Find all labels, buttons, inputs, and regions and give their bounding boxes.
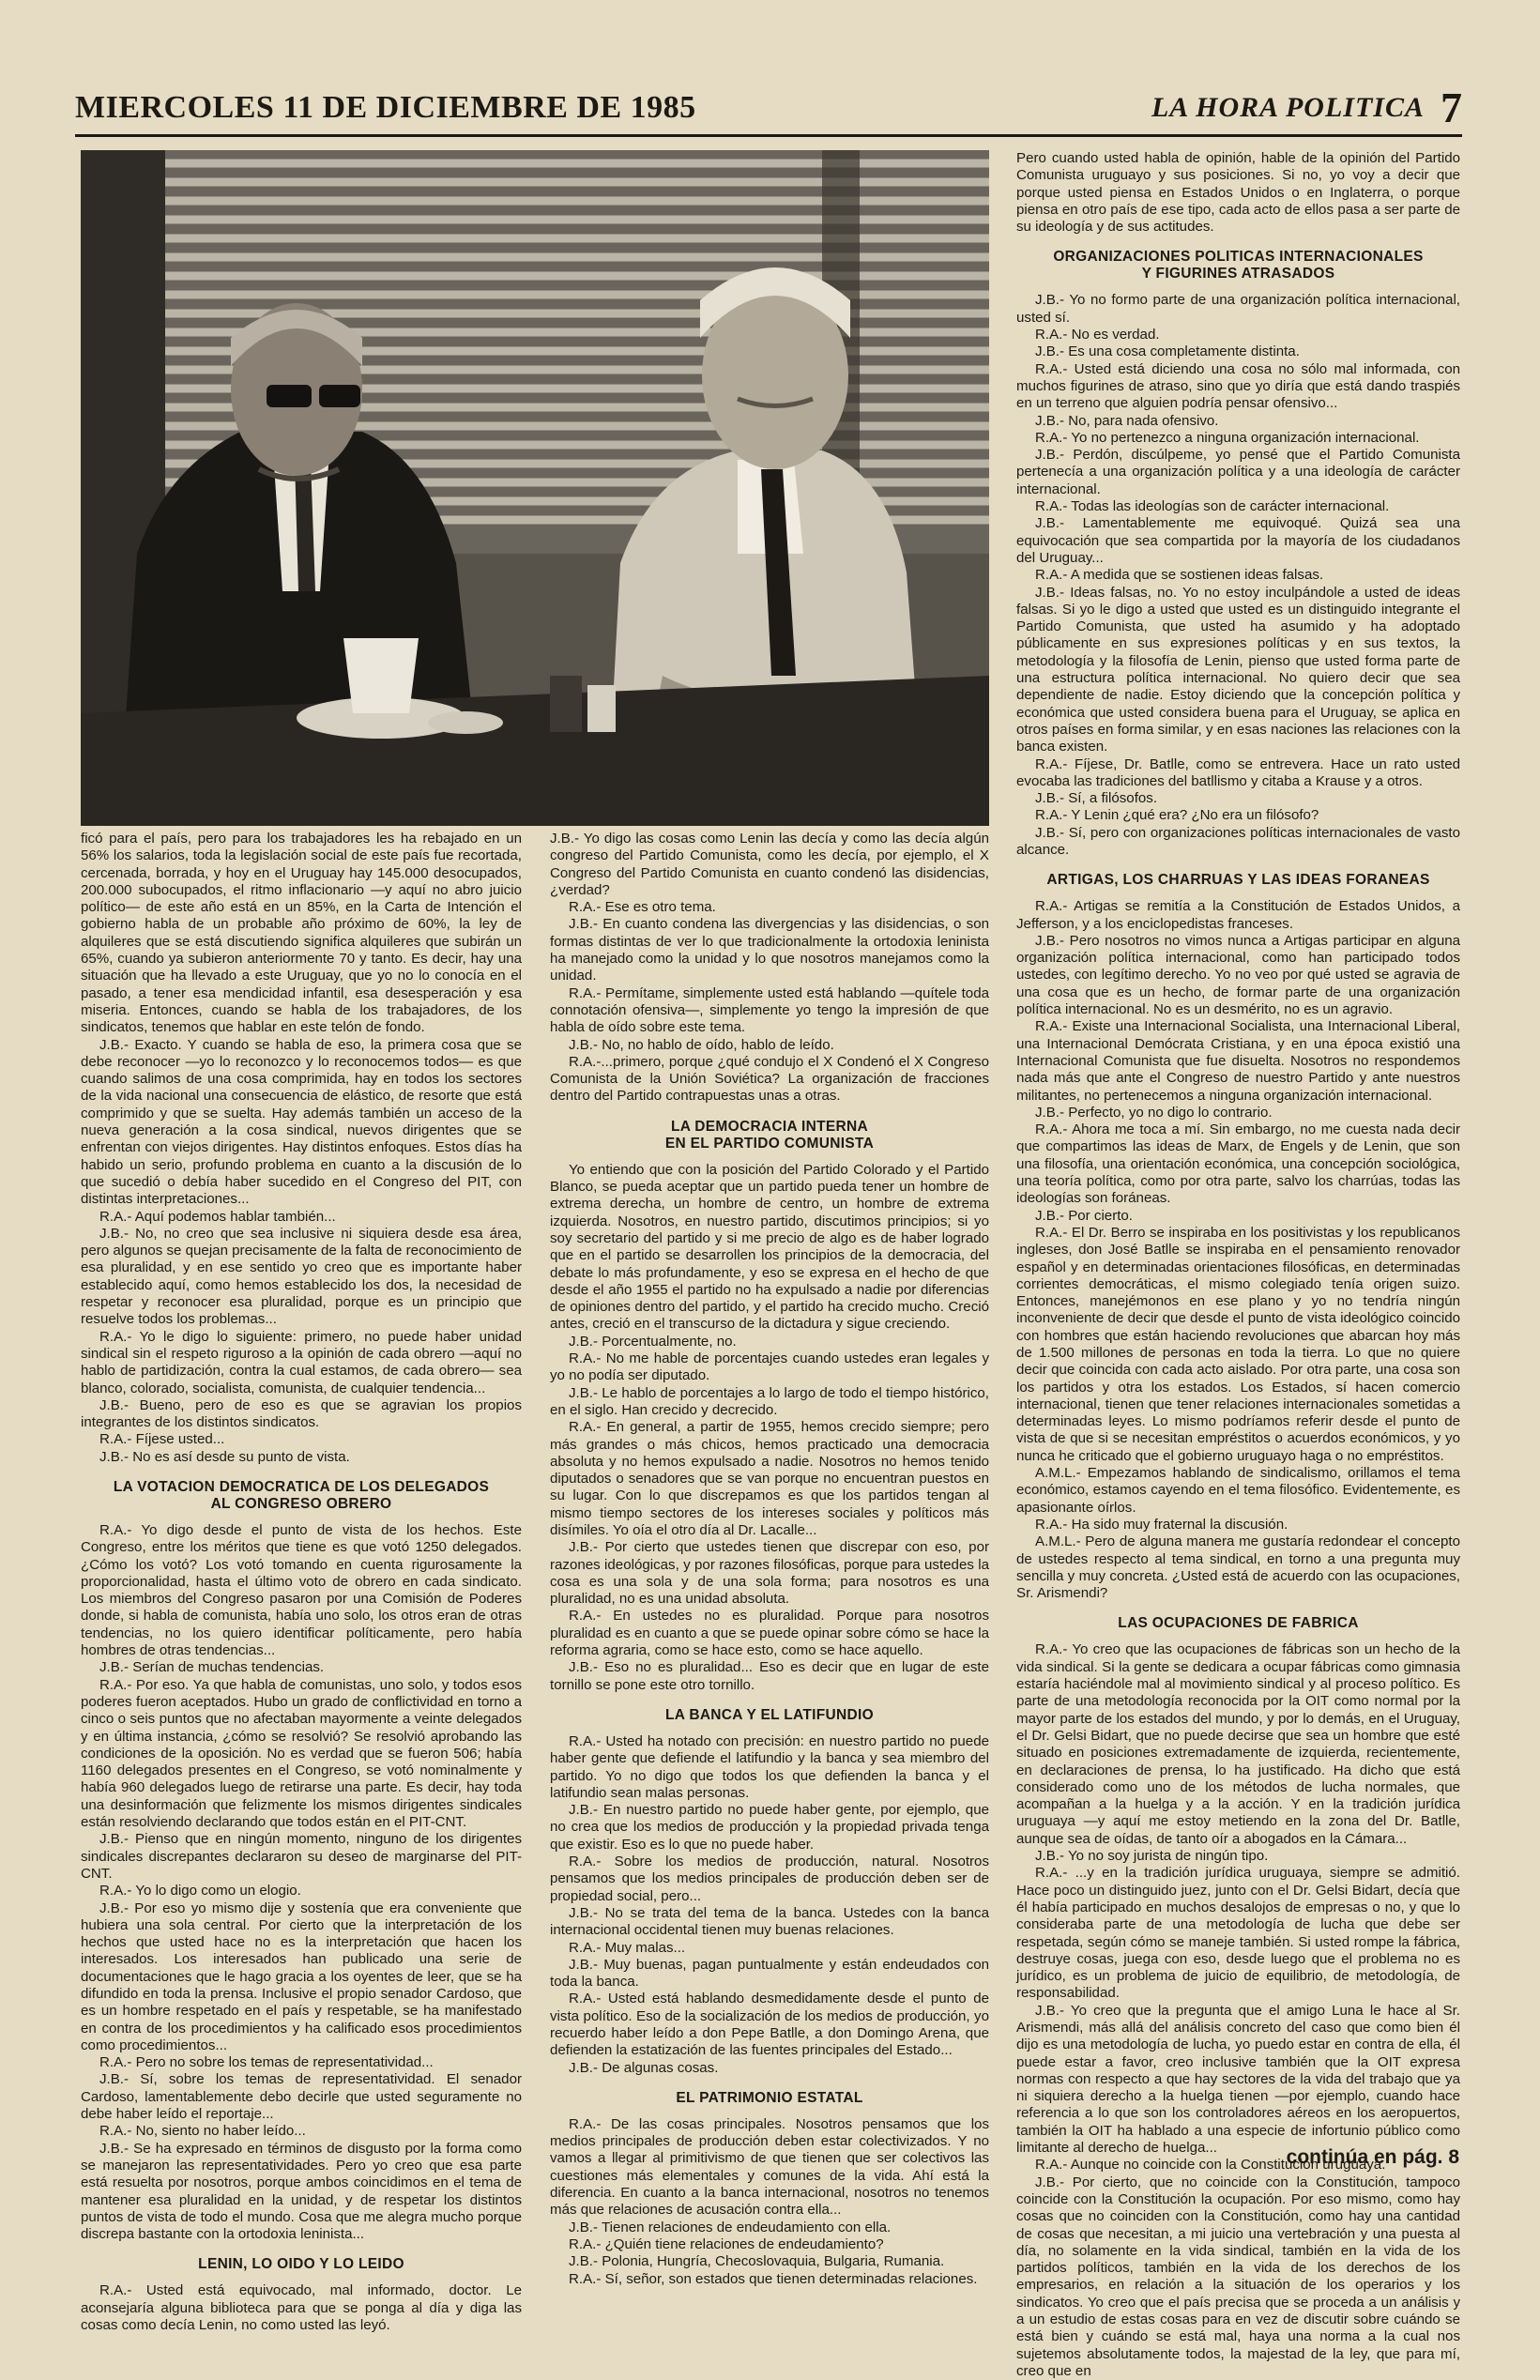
column-1 <box>81 831 522 2334</box>
paragraph: R.A.- Existe una Internacional Socialista, una Internacional Liberal, una Internacional Demócrata Cristiana, y en una época existió una Internacional Comunista que fue disuelta. Nosotros no respondemos nada más que ante el Congreso de nuestro Partido y ante nuestros militantes, no pertenecemos a ninguna organización internacional. <box>1016 1018 1460 1104</box>
paragraph: R.A.- Usted está diciendo una cosa no sólo mal informada, con muchos figurines de atraso, sino que yo diría que está dando traspiés en un terreno que alguien podría pensar ofensivo... <box>1016 360 1460 412</box>
continued-on-page: continúa en pág. 8 <box>1286 2146 1459 2168</box>
paragraph: J.B.- Yo digo las cosas como Lenin las decía y como las decía algún congreso del Partido Comunista, como les decía, por ejemplo, el X Congreso del Partido Comunista en cuanto condenó las disidencias, ¿verdad? <box>550 831 989 898</box>
paragraph: R.A.- No, siento no haber leído... <box>99 2123 306 2140</box>
subheading <box>81 1479 522 1513</box>
paragraph: R.A.- Pero no sobre los temas de representatividad... <box>99 2054 434 2071</box>
subheading-line: AL CONGRESO OBRERO <box>210 1495 392 1512</box>
paragraph: R.A.- ¿Quién tiene relaciones de endeudamiento? <box>569 2235 884 2252</box>
paragraph: J.B.- No, no hablo de oído, hablo de leído. <box>569 1036 834 1053</box>
paragraph: J.B.- Sí, sobre los temas de representatividad. El senador Cardoso, lamentablemente debo decirle que usted seguramente no debe haber leído el reportaje... <box>81 2071 522 2123</box>
paragraph: J.B.- Es una cosa completamente distinta. <box>1035 343 1300 360</box>
paragraph: R.A.- ...y en la tradición jurídica uruguaya, siempre se admitió. Hace poco un distinguido juez, junto con el Dr. Gelsi Bidart, decía que él había participado en muchos desalojos de empresas o no, y que lo consideraba parte de una metodología de lucha que debe ser respetada, según cómo se maneje también. Si usted rompe la fábrica, destruye cosas, juega con eso, desde luego que el problema no es jurídico, es un problema de juicio de equilibrio, de metodología, de responsabilidad. <box>1016 1865 1460 2002</box>
paragraph: J.B.- No, para nada ofensivo. <box>1035 412 1219 429</box>
paragraph: J.B.- Se ha expresado en términos de disgusto por la forma como se manejaron las representatividades. Pero yo creo que esa parte está resuelta por nosotros, porque ambos coincidimos en el tema de mantener esa pluralidad en la unidad, y de respetar los distintos puntos de vista de todo el mundo. Cosa que me alegra mucho porque discrepa bastante con la ortodoxia leninista... <box>81 2140 522 2243</box>
paragraph: J.B.- Sí, a filósofos. <box>1035 790 1158 807</box>
subheading: LENIN, LO OIDO Y LO LEIDO <box>198 2256 404 2273</box>
subheading: LA BANCA Y EL LATIFUNDIO <box>665 1706 874 1723</box>
subheading-line: LA VOTACION DEMOCRATICA DE LOS DELEGADOS <box>113 1478 490 1495</box>
paragraph: R.A.- Yo le digo lo siguiente: primero, no puede haber unidad sindical sin el respeto riguroso a la opinión de cada obrero —aquí no hablo de partidización, contra la cual estamos, de cada obrero— sea blanco, colorado, socialista, comunista, de cualquier tendencia... <box>81 1328 522 1396</box>
paragraph: J.B.- Ideas falsas, no. Yo no estoy inculpándole a usted de ideas falsas. Si yo le digo a usted que usted es un distinguido integrante el Partido Comunista, que usted ha asumido y ha adoptado públicamente en sus expresiones políticas y en sus textos, la metodología y la filosofía de Lenin, pienso que usted forma parte de una estructura política internacional. No quiero decir que sea dependiente de nadie. Estoy diciendo que la concepción política y económica que usted considera buena para el Uruguay, se aplica en otros países en forma similar, y en esas naciones las relaciones con la banca existen. <box>1016 584 1460 755</box>
subheading-line: LA DEMOCRACIA INTERNA <box>670 1118 869 1135</box>
paragraph: R.A.- Aquí podemos hablar también... <box>99 1208 336 1225</box>
photo-illustration <box>81 150 989 826</box>
paragraph: R.A.- Usted está hablando desmedidamente desde el punto de vista político. Eso de la socialización de los medios de producción, yo recuerdo haber leído a don Pepe Batlle, a don Domingo Arena, que defienden la estatización de las fuentes principales del Estado... <box>550 1991 989 2059</box>
paragraph: A.M.L.- Empezamos hablando de sindicalismo, orillamos el tema económico, estamos cayendo en el tema filosófico. Evidentemente, es apasionante oírlos. <box>1016 1465 1460 1516</box>
paragraph: J.B.- Yo creo que la pregunta que el amigo Luna le hace al Sr. Arismendi, más allá del análisis concreto del caso que como bien él dijo es una metodología de lucha, yo puedo estar en contra de ella, él puede estar a favor, creo inclusive también que la OIT expresa normas con respecto a que hay sectores de la vida del trabajo que ya ni siquiera derecho a la huelga tienen —por ejemplo, cuando hace referencia a lo que son los controladores aéreos en los aeropuertos, también la OIT ha hablado a una especie de infortunio público como limitante al derecho de huelga... <box>1016 2002 1460 2157</box>
paragraph: J.B.- Le hablo de porcentajes a lo largo de todo el tiempo histórico, en el siglo. Han crecido y decrecido. <box>550 1384 989 1418</box>
paragraph: J.B.- En nuestro partido no puede haber gente, por ejemplo, que no crea que los medios de producción y la propiedad privada tenga que existir. Eso es lo que no puede haber. <box>550 1802 989 1853</box>
interview-photo <box>81 150 989 826</box>
paragraph: R.A.- Artigas se remitía a la Constitución de Estados Unidos, a Jefferson, y a los enciclopedistas franceses. <box>1016 898 1460 932</box>
page-number: 7 <box>1441 84 1462 131</box>
subheading-line: ORGANIZACIONES POLITICAS INTERNACIONALES <box>1053 249 1424 266</box>
paragraph: R.A.- A medida que se sostienen ideas falsas. <box>1035 567 1324 584</box>
paragraph: J.B.- Pero nosotros no vimos nunca a Artigas participar en alguna organización política internacional, como han participado todos ustedes, con legítimo derecho. Yo no veo por qué usted se agravia de una cosa que es un hecho, de formar parte de una organización política internacional. No es un desmérito, no es un agravio. <box>1016 932 1460 1018</box>
paragraph: R.A.- Permítame, simplemente usted está hablando —quítele toda connotación ofensiva—, simplemente yo tengo la impresión de que habla de oído sobre este tema. <box>550 984 989 1036</box>
paragraph: J.B.- Serían de muchas tendencias. <box>99 1659 325 1676</box>
paragraph: A.M.L.- Pero de alguna manera me gustaría redondear el concepto de ustedes respecto al tema sindical, en torno a una pregunta muy sencilla y muy concreta. ¿Usted está de acuerdo con las ocupaciones, Sr. Arismendi? <box>1016 1533 1460 1602</box>
header-rule <box>75 134 1462 137</box>
paragraph: Yo entiendo que con la posición del Partido Colorado y el Partido Blanco, se pueda aceptar que un partido pueda tener un hombre de extrema derecha, un hombre de centro, un hombre de extrema izquierda. Nosotros, en nuestro partido, discutimos principios; si yo soy secretario del partido y si me precio de algo es de haber logrado que en el partido se desarrollen los principios de la democracia, del debate lo más profundamente, y eso se expresa en el hecho de que desde el año 1955 el partido no ha expulsado a nadie por diferencias de opiniones dentro del partido, y el partido ha crecido mucho. Creció antes, creció en el transcurso de la dictadura y sigue creciendo. <box>550 1161 989 1333</box>
paragraph: R.A.- Yo lo digo como un elogio. <box>99 1883 301 1899</box>
paragraph: J.B.- Exacto. Y cuando se habla de eso, la primera cosa que se debe reconocer —yo lo reconozco y lo reconocemos todos— es que cuando salimos de una cosa comprimida, hay en todos los sectores de la vida nacional una consecuencia de elástico, de resorte que está comprimido y que se suelta. Hay además también un acceso de la nueva generación a la cosa sindical, nuevos dirigentes que se enfrentan con viejos dirigentes. Hay distintos enfoques. Estos días ha habido un serio, profundo problema en cuanto a la discusión de lo que sucedió o debía haber sucedido en el Congreso del PIT, con distintas interpretaciones... <box>81 1036 522 1208</box>
paragraph: R.A.- De las cosas principales. Nosotros pensamos que los medios principales de producción deben estar colectivizados. Y no vamos a llegar al primitivismo de que tienen que ser colectivos las cuestiones más elementales y comunes de la vida. Ahí está la diferencia. En cuanto a la banca internacional, nosotros no tenemos más que relaciones de acusación contra ella... <box>550 2115 989 2219</box>
paragraph: R.A.- Fíjese usted... <box>99 1431 225 1448</box>
paragraph: R.A.- Y Lenin ¿qué era? ¿No era un filósofo? <box>1035 807 1319 824</box>
paragraph: J.B.- Perdón, discúlpeme, yo pensé que el Partido Comunista pertenecía a una organización política y a una ideología de carácter internacional. <box>1016 447 1460 497</box>
paragraph: R.A.- Por eso. Ya que habla de comunistas, uno solo, y todos esos poderes fueron aceptados. Hubo un grado de conflictividad en torno a cinco o seis puntos que no afectaban mayormente a veinte delegados y en última instancia, ¿cómo se resolvió? Se resolvió aprobando las condiciones de la oposición. No es verdad que se fueron 506; había 1160 delegados presentes en el Congreso, se votó nominalmente y había 960 delegados luego de retirarse una parte. Es decir, hay toda una desinformación que felizmente los mismos dirigentes sindicales están resolviendo declarando que todos están en el PIT-CNT. <box>81 1676 522 1831</box>
paragraph: J.B.- Lamentablemente me equivoqué. Quizá sea una equivocación que sea compartida por la mayoría de los ciudadanos del Uruguay... <box>1016 515 1460 566</box>
paragraph: R.A.- Fíjese, Dr. Batlle, como se entrevera. Hace un rato usted evocaba las tradiciones del batllismo y citaba a Krause y a otros. <box>1016 755 1460 789</box>
paragraph: J.B.- De algunas cosas. <box>569 2059 719 2076</box>
column-2 <box>550 831 989 2287</box>
subheading: EL PATRIMONIO ESTATAL <box>676 2089 863 2106</box>
paragraph: R.A.- Sobre los medios de producción, natural. Nosotros pensamos que los medios principales de producción deben ser de propiedad social, pero... <box>550 1854 989 1904</box>
paragraph: J.B.- Por cierto. <box>1035 1207 1134 1224</box>
paragraph: R.A.- No es verdad. <box>1035 327 1160 343</box>
paragraph: R.A.- Muy malas... <box>569 1939 686 1956</box>
paragraph: R.A.-...primero, porque ¿qué condujo el X Condenó el X Congreso Comunista de la Unión Soviética? La organización de fracciones dentro del Partido contrapuestas unas a otras. <box>550 1053 989 1105</box>
paragraph: R.A.- Yo digo desde el punto de vista de los hechos. Este Congreso, entre los méritos que tiene es que votó 1250 delegados. ¿Cómo los votó? Los votó tomando en cuenta rigurosamente la proporcionalidad, hasta el último voto de obrero en cada sindicato. Los miembros del Congreso pasaron por una Comisión de Poderes donde, si habla de comunista, había uno solo, los otros eran de otras tendencias, no los quiero identificar políticamente, pero había hombres de otras tendencias... <box>81 1521 522 1659</box>
paragraph: J.B.- Eso no es pluralidad... Eso es decir que en lugar de este tornillo se pone este otro tornillo. <box>550 1659 989 1693</box>
subheading <box>550 1119 989 1152</box>
paragraph: R.A.- Usted está equivocado, mal informado, doctor. Le aconsejaría alguna biblioteca para que se ponga al día y diga las cosas como decía Lenin, no como usted las leyó. <box>81 2282 522 2334</box>
paragraph: R.A.- Ese es otro tema. <box>569 899 716 916</box>
paragraph: R.A.- En general, a partir de 1955, hemos crecido siempre; pero más grandes o más chicos, hemos practicado una democracia absoluta y no hemos expulsado a nadie. Nosotros no hemos tenido diputados o senadores que se van porque no encuentran puestos en su lugar. Con lo que discrepamos es que los partidos tengan al mismo tiempo sectores de los intereses sociales y políticos más disímiles. Yo oía el otro día al Dr. Lacalle... <box>550 1419 989 1538</box>
paragraph: R.A.- El Dr. Berro se inspiraba en los positivistas y los republicanos ingleses, don José Batlle se inspiraba en el pensamiento renovador español y en determinadas orientaciones filosóficas, en determinadas corrientes democráticas, el mismo colegiado tenía origen suizo. Entonces, manejémonos en ese plano y yo no tendría ningún inconveniente de decir que desde el punto de vista ideológico coincido con hombres que están haciendo revoluciones que abarcan hoy más de 1.500 millones de personas en toda la tierra. Lo que no quiere decir que coincida con cada acto aislado. Por otra parte, una cosa son los partidos y otra los estados. Los Estados, sí hacen comercio internacional, tienen que tener relaciones internacionales sometidas a determinadas leyes. Lo mismo podríamos referir desde el punto de vista de que si se necesitan empréstitos o acuerdos económicos, y yo nunca he criticado que el gobierno uruguayo haga o no empréstitos. <box>1016 1224 1460 1464</box>
paragraph: J.B.- Sí, pero con organizaciones políticas internacionales de vasto alcance. <box>1016 824 1460 858</box>
paragraph: R.A.- No me hable de porcentajes cuando ustedes eran legales y yo no podía ser diputado. <box>550 1350 989 1384</box>
paragraph: ficó para el país, pero para los trabajadores les ha rebajado en un 56% los salarios, toda la legislación social de este país fue recortada, cercenada, borrada, y hoy en el Uruguay hay 145.000 desocupados, 200.000 subocupados, el ritmo inflacionario —y aquí no abro juicio político— de este año está en un 85%, en la Carta de Intención el gobierno habla de un probable año próximo de 60%, la ley de alquileres que se está discutiendo significa alquileres que subirán un 65%, cuando ya subieron anteriormente 70 y tanto. Es decir, hay una situación que ha llevado a este Uruguay, que yo no lo conocía en el pasado, a tener esa mendicidad infantil, esa desesperación y esa miseria. Entonces, cuando se habla de los trabajadores, de los sindicatos, tenemos que hablar en este telón de fondo. <box>81 831 522 1036</box>
paragraph: R.A.- En ustedes no es pluralidad. Porque para nosotros pluralidad es en cuanto a que se puede opinar sobre cómo se hace la reforma agraria, como se hace esto, como se hace aquello. <box>550 1608 989 1659</box>
paragraph: J.B.- Perfecto, yo no digo lo contrario. <box>1035 1104 1273 1121</box>
paragraph: J.B.- Porcentualmente, no. <box>569 1333 737 1350</box>
page-header <box>75 86 1462 133</box>
paragraph: J.B.- Bueno, pero de eso es que se agravian los propios integrantes de los distintos sindicatos. <box>81 1396 522 1431</box>
paragraph: Pero cuando usted habla de opinión, hable de la opinión del Partido Comunista uruguayo y sus posiciones. Si no, yo voy a decir que porque usted piensa en Estados Unidos o en Inglaterra, o porque piensa en otro país de ese tipo, cada acto de ellos pasa a ser parte de su ideología y de sus actitudes. <box>1016 150 1460 236</box>
subheading: ARTIGAS, LOS CHARRUAS Y LAS IDEAS FORANEAS <box>1046 872 1430 889</box>
paragraph: J.B.- Yo no soy jurista de ningún tipo. <box>1035 1848 1269 1865</box>
paragraph: R.A.- Sí, señor, son estados que tienen determinadas relaciones. <box>569 2270 978 2287</box>
paragraph: R.A.- Yo creo que las ocupaciones de fábricas son un hecho de la vida sindical. Si la gente se dedicara a ocupar fábricas como gimnasia estaría haciéndole mal al movimiento sindical y al proceso político. Es parte de una metodología reconocida por la OIT como normal por la mayor parte de los estados del mundo, y por lo demás, en el Uruguay, el Dr. Gelsi Bidart, que no puede decirse que sea un hombre que esté situado en posiciones extremadamente de izquierda, recientemente, en declaraciones de prensa, lo ha justificado. Ha dicho que está considerado como uno de los métodos de lucha normales, que acompañan a la huelga y a la acción. Y en la tradición jurídica uruguaya —y aquí me estoy metiendo en la zona del Dr. Batlle, aunque sea de oídas, de tanto oír a abogados en la Cámara... <box>1016 1641 1460 1847</box>
paragraph: J.B.- No, no creo que sea inclusive ni siquiera desde esa área, pero algunos se quejan precisamente de la falta de reconocimiento de esa pluralidad, y en ese sentido yo creo que es importante haber establecido aquí, como hemos establecido los dos, la necesidad de respetar y reconocer esa pluralidad, porque es un principio que resuelve todos los problemas... <box>81 1225 522 1328</box>
paragraph: J.B.- Por eso yo mismo dije y sostenía que era conveniente que hubiera una sola central. Por cierto que la interpretación de los hechos que usted hace no es la interpretación que hacen los interesados. Los interesados han publicado una serie de documentaciones que le hago gracia a los oyentes de leer, que se ha difundido en toda la prensa. Inclusive el propio senador Cardoso, que es un hombre respetado en el país y respetable, se ha manifestado en contra de los procedimientos y ha calificado esos procedimientos como procedimientos... <box>81 1899 522 2053</box>
paragraph: J.B.- Tienen relaciones de endeudamiento con ella. <box>569 2219 892 2235</box>
subheading <box>1016 249 1460 282</box>
issue-date: MIERCOLES 11 DE DICIEMBRE DE 1985 <box>75 90 696 125</box>
paragraph: J.B.- No se trata del tema de la banca. Ustedes con la banca internacional occidental tienen muy buenas relaciones. <box>550 1904 989 1939</box>
paragraph: J.B.- Polonia, Hungría, Checoslovaquia, Bulgaria, Rumania. <box>569 2253 945 2270</box>
paragraph: J.B.- No es así desde su punto de vista. <box>99 1448 350 1465</box>
paragraph: R.A.- Yo no pertenezco a ninguna organización internacional. <box>1035 429 1420 446</box>
paragraph: J.B.- Por cierto, que no coincide con la Constitución, tampoco coincide con la Constitución la ocupación. Por eso mismo, como hay cosas que no coinciden con la Constitución, como hay una cantidad de cosas que necesitan, a mi juicio una vertebración y una puesta al día, no solamente en la vida sindical, también en la vida de los partidos políticos, también en la vida de los derechos de los empresarios, en relación a la situación de los operarios y los sindicatos. Yo creo que el país precisa que se proceda a un análisis y a un estudio de estas cosas para en vez de discutir sobre cuándo se está bien y cuándo se está mal, haya una norma a la cual nos sujetemos absolutamente todos, la majestad de la ley, que para mí, creo que en <box>1016 2174 1460 2379</box>
paragraph: R.A.- Ha sido muy fraternal la discusión. <box>1035 1516 1288 1533</box>
paragraph: J.B.- Yo no formo parte de una organización política internacional, usted sí. <box>1016 292 1460 326</box>
paragraph: J.B.- Pienso que en ningún momento, ninguno de los dirigentes sindicales discrepantes declararon su deseo de marginarse del PIT-CNT. <box>81 1831 522 1882</box>
subheading-line: EN EL PARTIDO COMUNISTA <box>664 1135 875 1152</box>
paragraph: R.A.- Aunque no coincide con la Constitución uruguaya. <box>1035 2157 1386 2174</box>
paragraph: J.B.- Muy buenas, pagan puntualmente y están endeudados con toda la banca. <box>550 1956 989 1991</box>
subheading-line: Y FIGURINES ATRASADOS <box>1141 266 1335 282</box>
paragraph: R.A.- Todas las ideologías son de carácter internacional. <box>1035 498 1390 515</box>
paragraph: J.B.- En cuanto condena las divergencias y las disidencias, o son formas distintas de ver lo que tradicionalmente la ortodoxia leninista ha manejado como la unidad y lo que nosotros manejamos como la unidad. <box>550 916 989 984</box>
paragraph: R.A.- Usted ha notado con precisión: en nuestro partido no puede haber gente que defiende el latifundio y la banca y sea miembro del partido. Yo no digo que todos los que defienden la banca y el latifundio sean malas personas. <box>550 1732 989 1801</box>
subheading: LAS OCUPACIONES DE FABRICA <box>1118 1615 1359 1632</box>
section-title: LA HORA POLITICA <box>1151 92 1425 123</box>
paragraph: J.B.- Por cierto que ustedes tienen que discrepar con eso, por razones ideológicas, y por razones filosóficas, porque para ustedes la cosa es una sola y de una sola forma; para nosotros es una pluralidad, no es una unidad absoluta. <box>550 1539 989 1608</box>
paragraph: R.A.- Ahora me toca a mí. Sin embargo, no me cuesta nada decir que compartimos las ideas de Marx, de Engels y de Lenin, que son una filosofía, una orientación económica, una concepción sociológica, una teoría política, como por otra parte, salvo los charrúas, todas las ideologías son foráneas. <box>1016 1121 1460 1207</box>
